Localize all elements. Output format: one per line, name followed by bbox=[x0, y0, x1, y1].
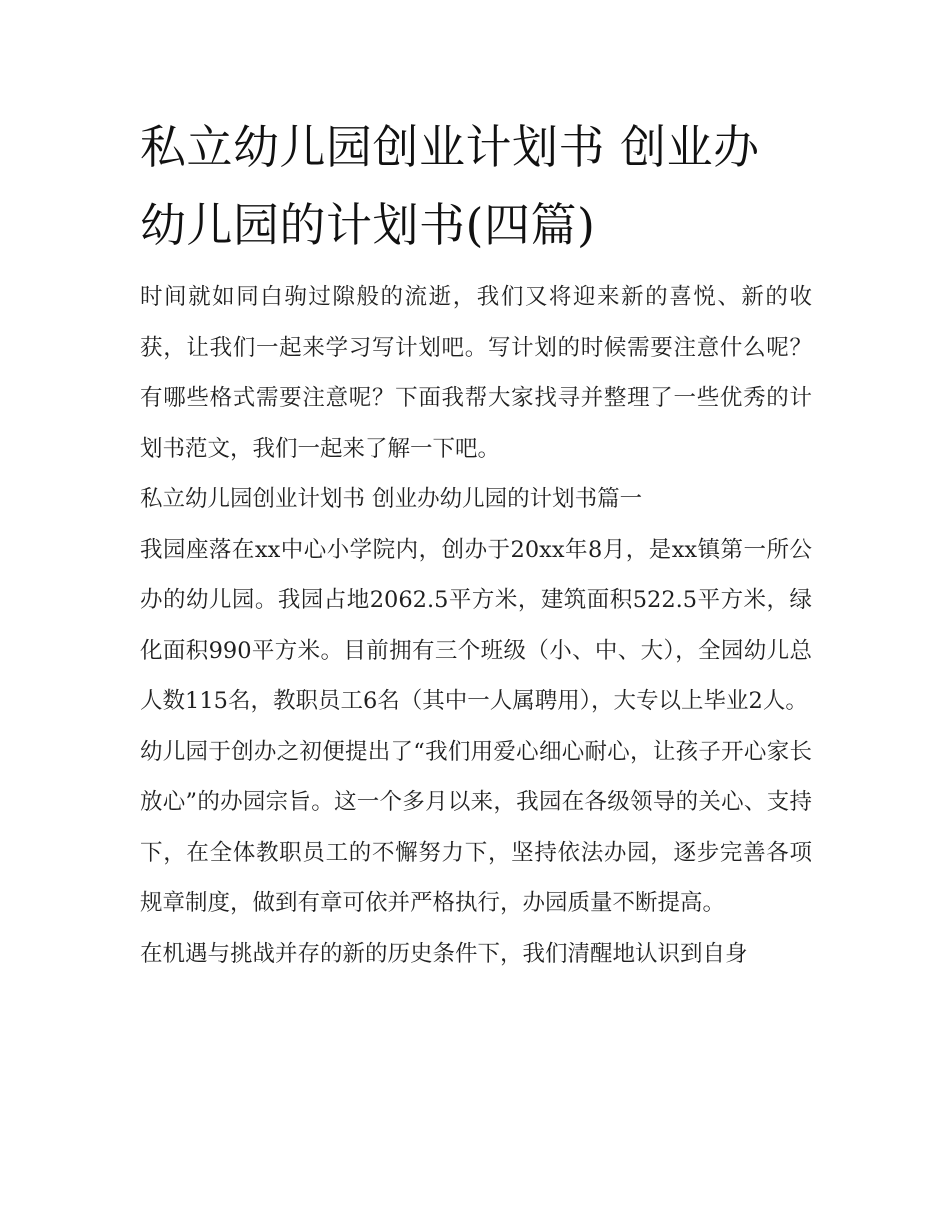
document-content bbox=[140, 108, 812, 979]
body-paragraph: 幼儿园于创办之初便提出了“我们用爱心细心耐心，让孩子开心家长放心”的办园宗旨。这一个多月以来，我园在各级领导的关心、支持下，在全体教职员工的不懈努力下，坚持依法办园，逐步完善各项规章制度，做到有章可依并严格执行，办园质量不断提高。 bbox=[140, 738, 812, 916]
title-line: 私立幼儿园创业计划书 创业办 bbox=[140, 120, 760, 174]
section-heading: 私立幼儿园创业计划书 创业办幼儿园的计划书篇一 bbox=[140, 486, 643, 512]
intro-paragraph: 时间就如同白驹过隙般的流逝，我们又将迎来新的喜悦、新的收获，让我们一起来学习写计划吧。写计划的时候需要注意什么呢？有哪些格式需要注意呢？下面我帮大家找寻并整理了一些优秀的计划书范文，我们一起来了解一下吧。 bbox=[140, 284, 812, 462]
title-line: 幼儿园的计划书(四篇) bbox=[140, 198, 596, 252]
document-title bbox=[140, 108, 812, 264]
document-body bbox=[140, 272, 812, 979]
body-paragraph: 在机遇与挑战并存的新的历史条件下，我们清醒地认识到自身 bbox=[140, 940, 748, 967]
body-paragraph: 我园座落在xx中心小学院内，创办于20xx年8月，是xx镇第一所公办的幼儿园。我园占地2062.5平方米，建筑面积522.5平方米，绿化面积990平方米。目前拥有三个班级（小、中、大），全园幼儿总人数115名，教职员工6名（其中一人属聘用），大专以上毕业2人。 bbox=[140, 536, 812, 714]
